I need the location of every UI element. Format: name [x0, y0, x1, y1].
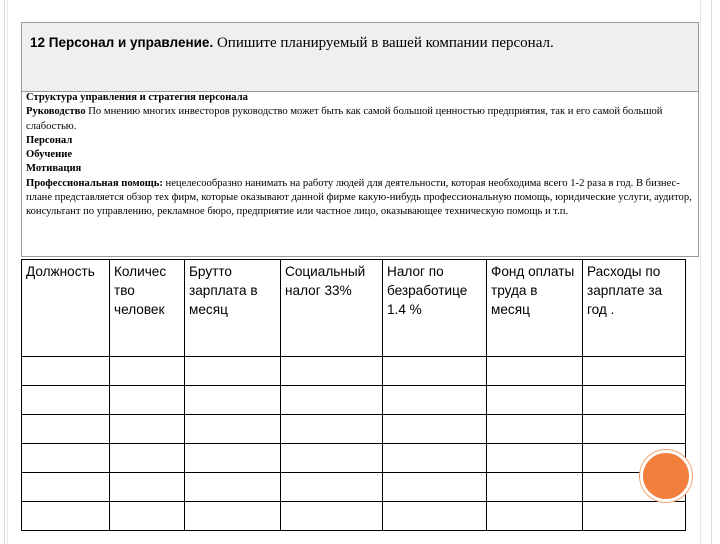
- table-cell[interactable]: [383, 357, 487, 386]
- table-cell[interactable]: [583, 386, 686, 415]
- table-cell[interactable]: [22, 415, 110, 444]
- structure-heading: Структура управления и стратегия персонала: [26, 92, 248, 103]
- table-row: [22, 357, 686, 386]
- table-cell[interactable]: [583, 357, 686, 386]
- table-cell[interactable]: [487, 357, 583, 386]
- prof-help-label: Профессиональная помощь:: [26, 177, 163, 189]
- table-cell[interactable]: [281, 473, 383, 502]
- table-cell[interactable]: [487, 386, 583, 415]
- table-cell[interactable]: [110, 502, 185, 531]
- table-cell[interactable]: [281, 386, 383, 415]
- table-cell[interactable]: [383, 502, 487, 531]
- motivation-heading: Мотивация: [26, 163, 82, 175]
- table-cell[interactable]: [185, 502, 281, 531]
- table-cell[interactable]: [583, 415, 686, 444]
- col-header-social-tax: Социальный налог 33%: [281, 260, 383, 357]
- staff-heading: Персонал: [26, 134, 73, 146]
- col-header-annual-cost: Расходы по зарплате за год .: [583, 260, 686, 357]
- table-cell[interactable]: [487, 415, 583, 444]
- table-row: [22, 473, 686, 502]
- table-cell[interactable]: [383, 415, 487, 444]
- table-cell[interactable]: [22, 473, 110, 502]
- table-cell[interactable]: [110, 444, 185, 473]
- table-cell[interactable]: [583, 502, 686, 531]
- table-cell[interactable]: [185, 415, 281, 444]
- table-cell[interactable]: [383, 386, 487, 415]
- table-cell[interactable]: [185, 386, 281, 415]
- table-cell[interactable]: [110, 473, 185, 502]
- section-body: [21, 91, 699, 257]
- section-prompt: Опишите планируемый в вашей компании персонал.: [216, 35, 554, 51]
- table-cell[interactable]: [281, 444, 383, 473]
- table-cell[interactable]: [185, 357, 281, 386]
- staff-cost-table: [21, 259, 686, 531]
- table-cell[interactable]: [487, 444, 583, 473]
- table-row: [22, 444, 686, 473]
- table-row: [22, 415, 686, 444]
- decorative-orange-circle: [640, 450, 692, 502]
- leadership-label: Руководство: [26, 106, 86, 118]
- table-cell[interactable]: [22, 386, 110, 415]
- leadership-paragraph: [26, 105, 692, 134]
- table-cell[interactable]: [487, 502, 583, 531]
- leadership-text: По мнению многих инвесторов руководство может быть как самой большой ценностью предприятия, так и его самой большой слабостью.: [26, 106, 663, 132]
- col-header-position: Должность: [22, 260, 110, 357]
- table-cell[interactable]: [487, 473, 583, 502]
- table-cell[interactable]: [22, 502, 110, 531]
- table-cell[interactable]: [185, 444, 281, 473]
- table-header-row: [22, 260, 686, 357]
- table-cell[interactable]: [110, 415, 185, 444]
- col-header-unemployment-tax: Налог по безработице 1.4 %: [383, 260, 487, 357]
- table-cell[interactable]: [281, 415, 383, 444]
- training-heading: Обучение: [26, 149, 73, 161]
- table-cell[interactable]: [281, 502, 383, 531]
- table-row: [22, 386, 686, 415]
- table-cell[interactable]: [110, 357, 185, 386]
- table-cell[interactable]: [22, 357, 110, 386]
- prof-help-text: нецелесообразно нанимать на работу людей для деятельности, которая необходима всего 1-2 раза в год. В бизнес-плане представляется обзор тех фирм, которые оказывают данной фирме какую-нибудь профессиональную помощь, юридические услуги, аудитор, консультант по управлению, рекламное бюро, предприятие или частное лицо, оказывающее техническую помощь и т.п.: [26, 177, 692, 218]
- section-header: [21, 22, 699, 92]
- table-cell[interactable]: [383, 444, 487, 473]
- prof-help-paragraph: [26, 177, 692, 220]
- table-cell[interactable]: [110, 386, 185, 415]
- table-cell[interactable]: [383, 473, 487, 502]
- col-header-gross-salary: Брутто зарплата в месяц: [185, 260, 281, 357]
- col-header-headcount: Количес тво человек: [110, 260, 185, 357]
- section-number-title: 12 Персонал и управление: [30, 35, 210, 50]
- table-cell[interactable]: [281, 357, 383, 386]
- table-row: [22, 502, 686, 531]
- table-cell[interactable]: [22, 444, 110, 473]
- table-cell[interactable]: [185, 473, 281, 502]
- header-separator: .: [209, 35, 214, 50]
- col-header-payroll-fund: Фонд оплаты труда в месяц: [487, 260, 583, 357]
